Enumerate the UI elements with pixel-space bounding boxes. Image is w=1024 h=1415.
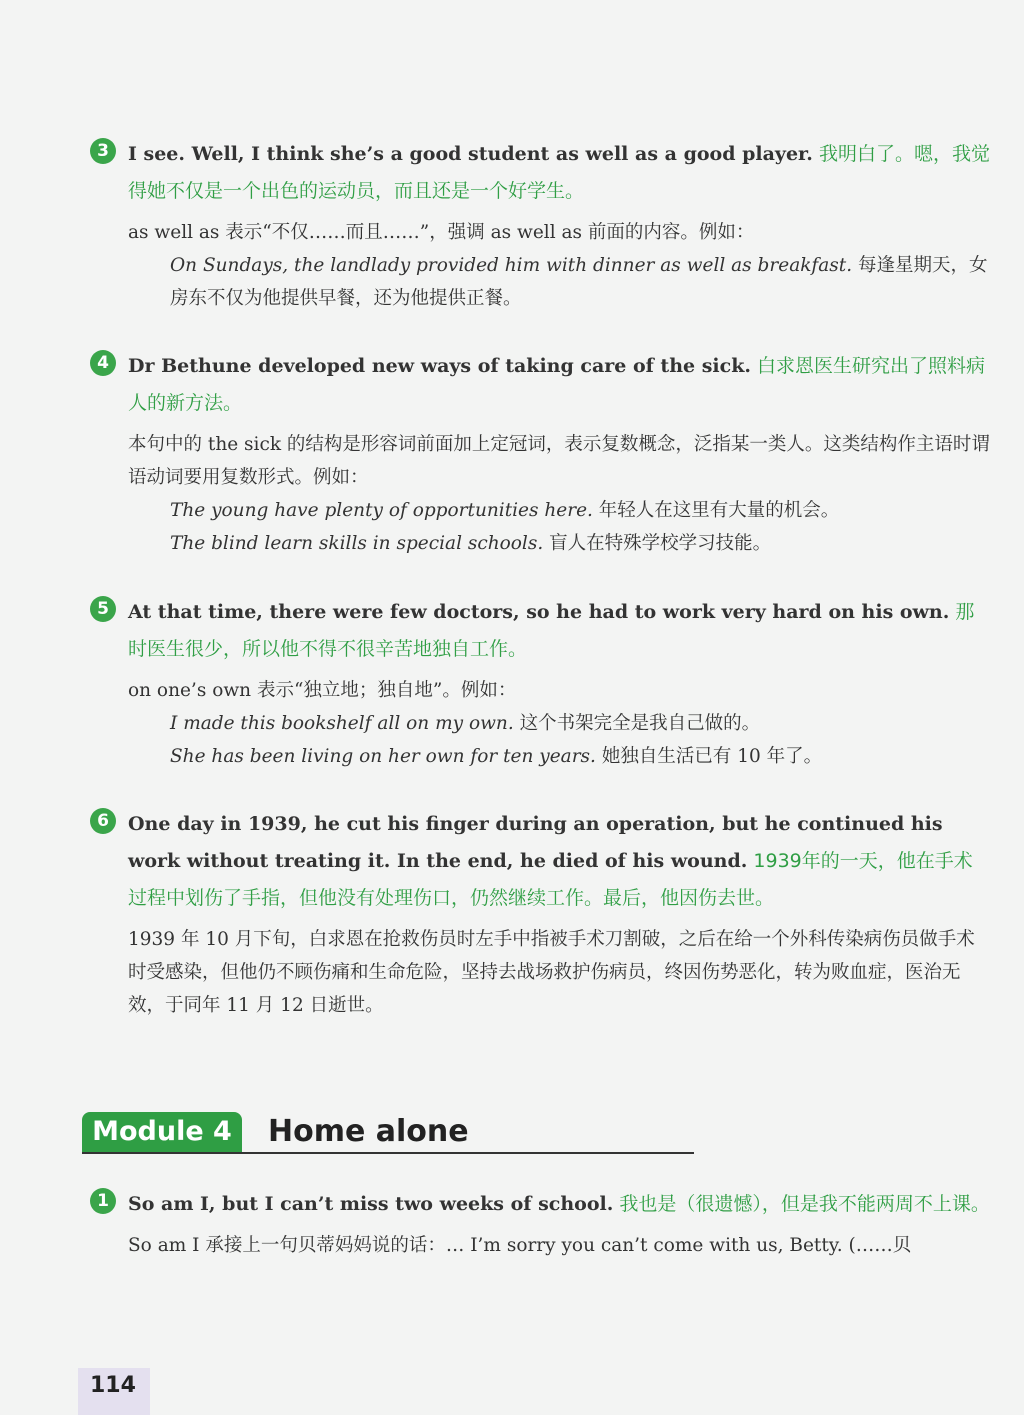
chinese-translation: 我也是（很遗憾），但是我不能两周不上课。 <box>619 1193 990 1215</box>
note-heading <box>128 136 990 210</box>
note-6 <box>90 806 990 1022</box>
english-sentence: I see. Well, I think she’s a good student as well as a good player. <box>128 143 813 165</box>
example-english: On Sundays, the landlady provided him with dinner as well as breakfast. <box>170 255 853 276</box>
example-chinese: 年轻人在这里有大量的机会。 <box>598 500 840 521</box>
note-explanation: as well as 表示“不仅……而且……”，强调 as well as 前面的内容。例如： <box>128 222 755 243</box>
example-chinese: 这个书架完全是我自己做的。 <box>519 713 761 734</box>
example-english: The young have plenty of opportunities here. <box>170 500 593 521</box>
example-english: She has been living on her own for ten years. <box>170 746 596 767</box>
note-number-badge: 1 <box>90 1188 116 1214</box>
note-number-badge: 3 <box>90 138 116 164</box>
example-sentence <box>170 494 990 527</box>
note-explanation: 1939 年 10 月下旬，白求恩在抢救伤员时左手中指被手术刀割破，之后在给一个外科传染病伤员做手术时受感染，但他仍不顾伤痛和生命危险，坚持去战场救护伤病员，终因伤势恶化，转为败血症，医治无效，于同年 11 月 12 日逝世。 <box>128 929 975 1016</box>
example-sentence <box>170 740 990 773</box>
note-number-badge: 5 <box>90 596 116 622</box>
note-explanation: on one’s own 表示“独立地；独自地”。例如： <box>128 680 517 701</box>
example-sentence <box>170 527 990 560</box>
note-number-badge: 6 <box>90 808 116 834</box>
example-english: I made this bookshelf all on my own. <box>170 713 514 734</box>
note-4 <box>90 348 990 560</box>
note-heading <box>128 594 990 668</box>
example-sentence <box>170 707 990 740</box>
example-sentence <box>170 249 990 315</box>
note-heading <box>128 1186 990 1223</box>
example-chinese: 每逢星期天，女房东不仅为他提供早餐，还为他提供正餐。 <box>170 255 988 309</box>
note-3 <box>90 136 990 315</box>
example-english: The blind learn skills in special schools. <box>170 533 544 554</box>
chinese-translation: 1939年的一天，他在手术过程中划伤了手指，但他没有处理伤口，仍然继续工作。最后，他因伤去世。 <box>128 850 973 909</box>
english-sentence: So am I, but I can’t miss two weeks of school. <box>128 1193 614 1215</box>
english-sentence: Dr Bethune developed new ways of taking care of the sick. <box>128 355 751 377</box>
note-heading <box>128 806 990 917</box>
note-heading <box>128 348 990 422</box>
note-5 <box>90 594 990 773</box>
chinese-translation: 那时医生很少，所以他不得不很辛苦地独自工作。 <box>128 601 975 660</box>
english-sentence: One day in 1939, he cut his finger during an operation, but he continued his work without treating it. In the end, he died of his wound. <box>128 813 943 872</box>
note-number-badge: 4 <box>90 350 116 376</box>
module-header <box>82 1112 694 1154</box>
module-title: Home alone <box>268 1114 469 1149</box>
note-explanation: 本句中的 the sick 的结构是形容词前面加上定冠词，表示复数概念，泛指某一类人。这类结构作主语时谓语动词要用复数形式。例如： <box>128 434 990 488</box>
chinese-translation: 白求恩医生研究出了照料病人的新方法。 <box>128 355 986 414</box>
chinese-translation: 我明白了。嗯，我觉得她不仅是一个出色的运动员，而且还是一个好学生。 <box>128 143 990 202</box>
note-explanation: So am I 承接上一句贝蒂妈妈说的话：… I’m sorry you can’t come with us, Betty. (……贝 <box>128 1235 912 1256</box>
module-note-1 <box>90 1186 990 1262</box>
module-tag: Module 4 <box>82 1112 242 1152</box>
english-sentence: At that time, there were few doctors, so he had to work very hard on his own. <box>128 601 950 623</box>
page-number: 114 <box>78 1368 150 1415</box>
example-chinese: 她独自生活已有 10 年了。 <box>601 746 823 767</box>
example-chinese: 盲人在特殊学校学习技能。 <box>549 533 772 554</box>
